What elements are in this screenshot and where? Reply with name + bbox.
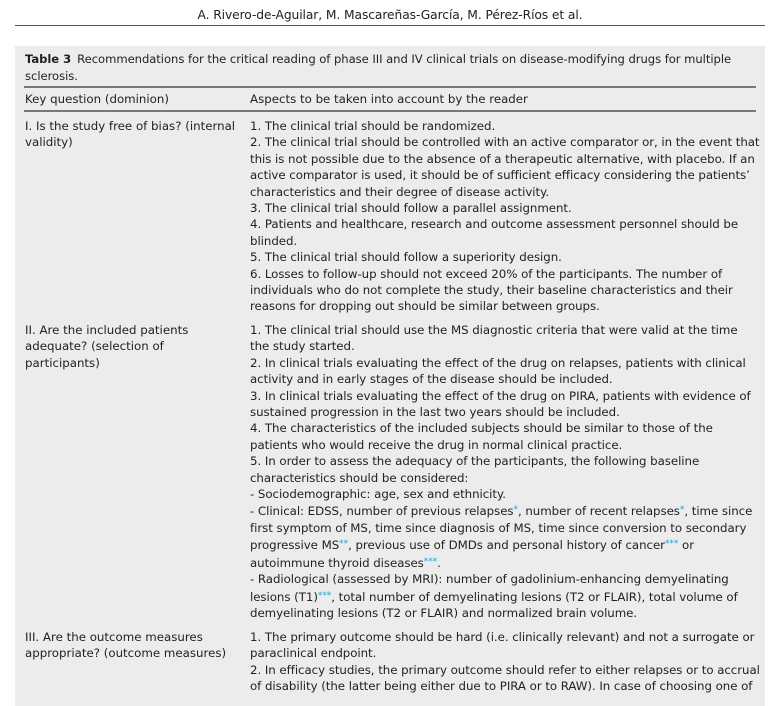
list-item: 2. In clinical trials evaluating the effect of the drug on relapses, patients with clinical activity and in early stages of the disease should be included. bbox=[250, 355, 746, 387]
row-3-aspects bbox=[250, 629, 760, 695]
list-item: 1. The primary outcome should be hard (i.e. clinically relevant) and not a surrogate or paraclinical endpoint. bbox=[250, 630, 755, 661]
table-top-rule bbox=[24, 86, 756, 88]
list-item: 1. The clinical trial should use the MS diagnostic criteria that were valid at the time the study started. bbox=[250, 323, 738, 354]
row-2-question: II. Are the included patients adequate? (selection of participants) bbox=[25, 323, 189, 370]
row-1-question: I. Is the study free of bias? (internal validity) bbox=[25, 119, 236, 150]
text: , time since first symptom of MS, time since diagnosis of MS, time since conversion to secondary progressive MS bbox=[250, 504, 753, 553]
row-3-question: III. Are the outcome measures appropriate? (outcome measures) bbox=[25, 630, 227, 661]
text: or autoimmune thyroid diseases bbox=[250, 538, 695, 570]
list-item: 3. In clinical trials evaluating the effect of the drug on PIRA, patients with evidence of sustained progression in the last two years should be included. bbox=[250, 388, 751, 420]
table-caption bbox=[25, 51, 757, 84]
footnote-marker[interactable]: * bbox=[679, 505, 685, 516]
list-item: 4. Patients and healthcare, research and outcome assessment personnel should be blinded. bbox=[250, 217, 739, 248]
list-item: 6. Losses to follow-up should not exceed 20% of the participants. The number of individuals who do not complete the study, their baseline characteristics and their reasons for dropping out should be similar between groups. bbox=[250, 266, 733, 314]
table-caption-text: Recommendations for the critical reading of phase III and IV clinical trials on disease-modifying drugs for multiple sclerosis. bbox=[25, 52, 732, 83]
text: , number of recent relapses bbox=[517, 504, 680, 519]
text: - Radiological (assessed by MRI): number of gadolinium-enhancing demyelinating lesions (T1) bbox=[250, 572, 729, 604]
footnote-marker[interactable]: * bbox=[513, 505, 518, 516]
list-item: 2. In efficacy studies, the primary outcome should refer to either relapses or to accrual of disability (the latter being either due to PIRA or to RAW). In case of choosing one of bbox=[250, 662, 760, 694]
table-label: Table 3 bbox=[25, 52, 72, 66]
list-item: 3. The clinical trial should follow a parallel assignment. bbox=[250, 201, 572, 216]
text: , previous use of DMDs and personal history of cancer bbox=[348, 538, 665, 553]
row-2-aspects bbox=[250, 322, 760, 621]
list-item: 2. The clinical trial should be controlled with an active comparator or, in the event that this is not possible due to the absence of a therapeutic alternative, with placebo. If an active comparator is used, it should be of sufficient efficacy considering the patients’ characteristics and their degree of disease activity. bbox=[250, 135, 760, 199]
text: - Clinical: EDSS, number of previous relapses bbox=[250, 504, 514, 519]
footnote-marker[interactable]: ** bbox=[339, 539, 349, 550]
footnote-marker[interactable]: *** bbox=[423, 556, 438, 567]
table-3 bbox=[15, 46, 765, 706]
list-item: - Sociodemographic: age, sex and ethnicity. bbox=[250, 487, 506, 502]
text: , total number of demyelinating lesions (T2 or FLAIR), total volume of demyelinating lesions (T2 or FLAIR) and normalized brain volume. bbox=[250, 589, 738, 620]
table-header-rule bbox=[24, 110, 756, 112]
list-item: 4. The characteristics of the included subjects should be similar to those of the patients who would receive the drug in normal clinical practice. bbox=[250, 421, 713, 452]
running-head-authors: A. Rivero-de-Aguilar, M. Mascareñas-García, M. Pérez-Ríos et al. bbox=[15, 8, 765, 26]
list-item: 5. The clinical trial should follow a superiority design. bbox=[250, 250, 562, 265]
list-item: 1. The clinical trial should be randomized. bbox=[250, 119, 496, 133]
table-header-row bbox=[25, 92, 757, 106]
header-aspects: Aspects to be taken into account by the reader bbox=[250, 92, 528, 106]
list-item-clinical bbox=[250, 502, 760, 571]
list-item-radiological bbox=[250, 571, 760, 621]
header-key-question: Key question (dominion) bbox=[25, 92, 169, 106]
footnote-marker[interactable]: *** bbox=[664, 539, 679, 550]
text: . bbox=[437, 555, 441, 570]
footnote-marker[interactable]: *** bbox=[317, 590, 332, 601]
row-1-aspects bbox=[250, 118, 760, 315]
list-item: 5. In order to assess the adequacy of the participants, the following baseline characteristics should be considered: bbox=[250, 454, 700, 485]
